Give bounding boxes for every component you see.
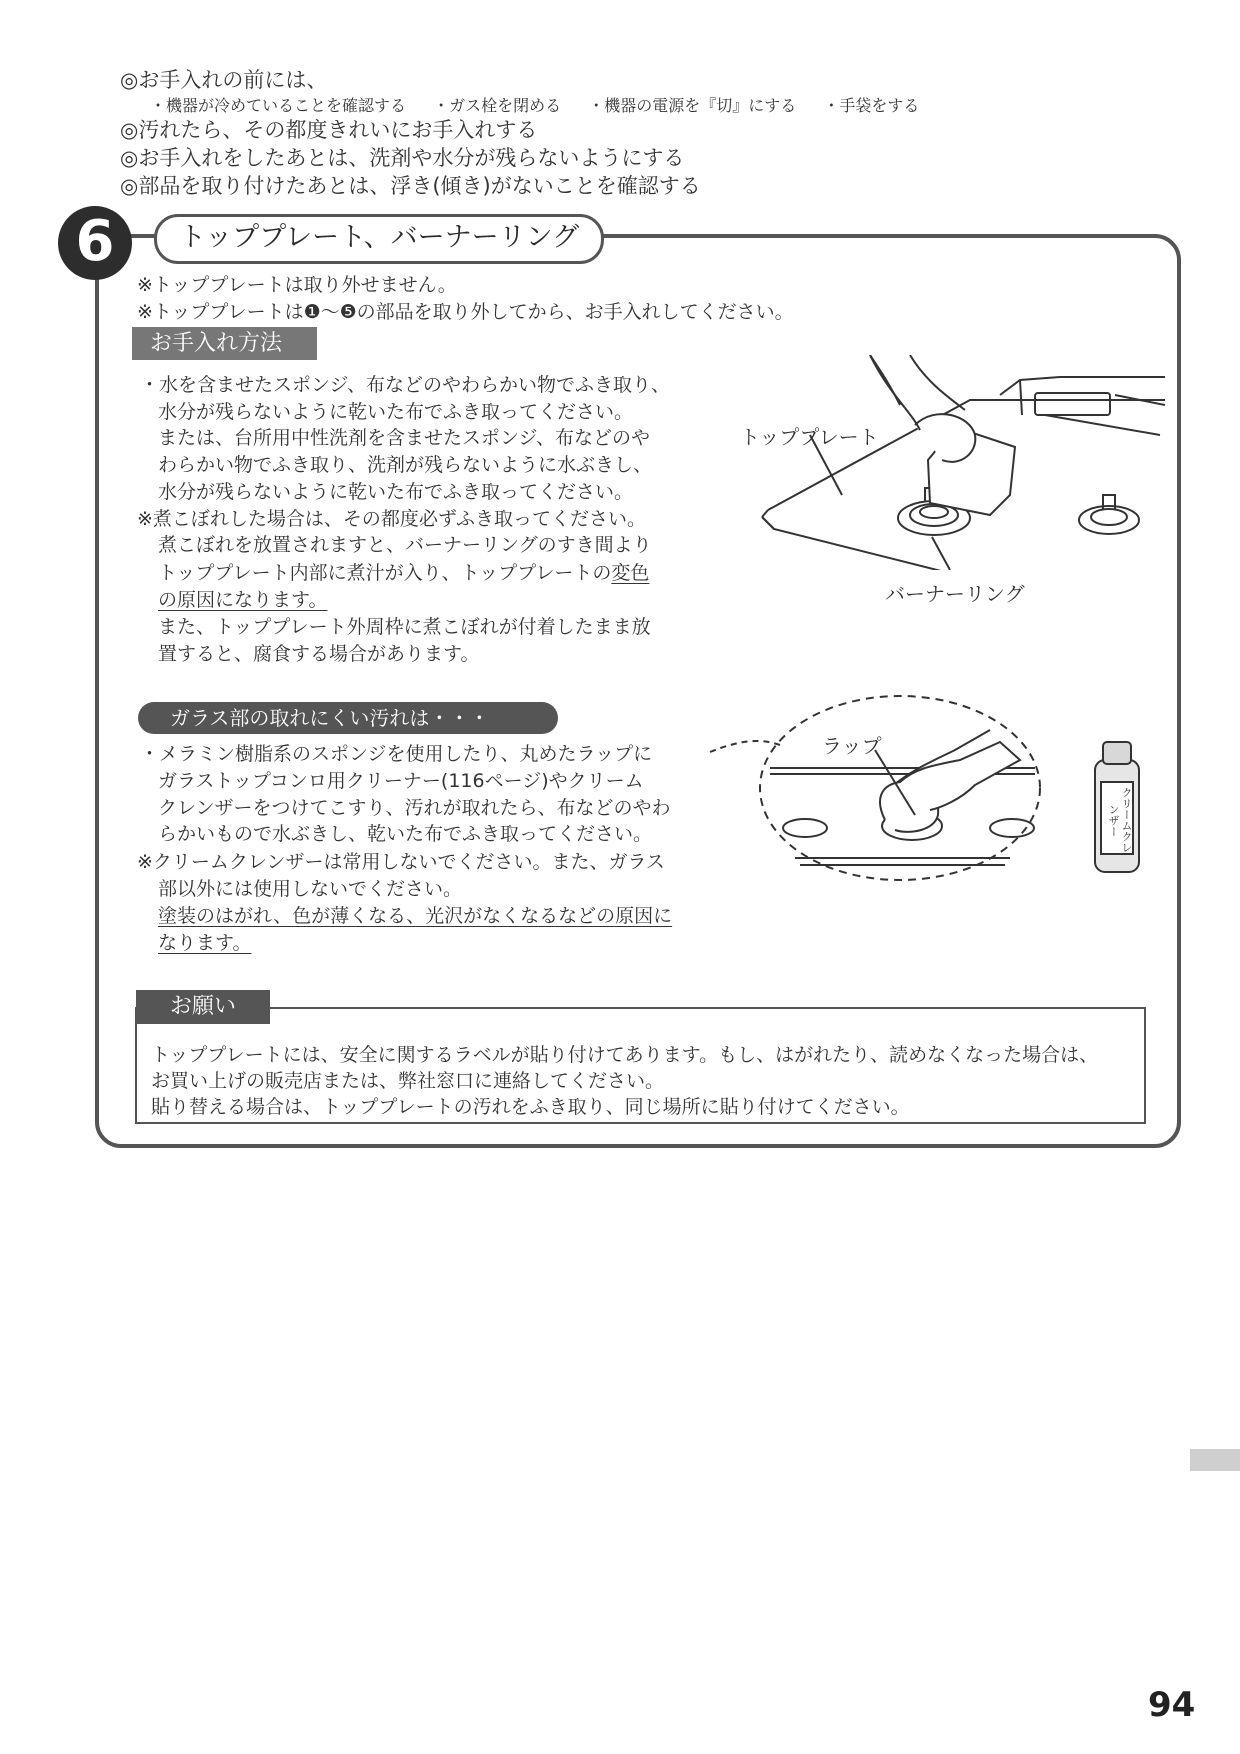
method-line: 置すると、腐食する場合があります。 <box>158 643 480 665</box>
page-number: 94 <box>1148 1685 1196 1725</box>
method-line <box>158 561 649 585</box>
request-heading: お願い <box>136 990 270 1024</box>
precaution-item: ・手袋をする <box>823 96 920 115</box>
top-plate-illustration <box>760 355 1165 570</box>
precaution-item: ・ガス栓を閉める <box>433 96 562 115</box>
precaution-item: ・機器が冷めていることを確認する <box>150 96 407 115</box>
intro-line-no-residue: ◎お手入れをしたあとは、洗剤や水分が残らないようにする <box>120 146 685 170</box>
method-line: わらかい物でふき取り、洗剤が残らないように水ぶきし、 <box>158 454 653 476</box>
request-line: お買い上げの販売店または、弊社窓口に連絡してください。 <box>151 1070 665 1092</box>
glass-warning-underline: 塗装のはがれ、色が薄くなる、光沢がなくなるなどの原因に <box>158 905 673 927</box>
intro-line-check-float: ◎部品を取り付けたあとは、浮き(傾き)がないことを確認する <box>120 174 701 198</box>
glass-line: ガラストップコンロ用クリーナー(116ページ)やクリーム <box>158 770 644 792</box>
method-line: または、台所用中性洗剤を含ませたスポンジ、布などのや <box>158 427 651 449</box>
glass-line: ※クリームクレンザーは常用しないでください。また、ガラス <box>137 851 665 873</box>
method-line: 煮こぼれを放置されますと、バーナーリングのすき間より <box>158 534 652 556</box>
method-line: 水分が残らないように乾いた布でふき取ってください。 <box>158 401 634 423</box>
glass-stain-heading: ガラス部の取れにくい汚れは・・・ <box>138 702 558 734</box>
cleanser-bottle-label: クリームクレンザー <box>1107 787 1133 853</box>
method-line: ・水を含ませたスポンジ、布などのやわらかい物でふき取り、 <box>140 374 671 396</box>
note-remove-parts-first: ※トッププレートは❶〜❺の部品を取り外してから、お手入れしてください。 <box>137 301 794 323</box>
side-index-tab <box>1190 1449 1240 1471</box>
method-warning-underline: の原因になります。 <box>158 589 328 611</box>
label-burner-ring: バーナーリング <box>885 582 1025 606</box>
method-line: また、トッププレート外周枠に煮こぼれが付着したまま放 <box>158 616 651 638</box>
intro-line-before-care: ◎お手入れの前には、 <box>120 68 328 92</box>
intro-precaution-list <box>150 93 941 116</box>
method-line: ※煮こぼれした場合は、その都度必ずふき取ってください。 <box>137 508 646 530</box>
section-title: トッププレート、バーナーリング <box>154 214 604 264</box>
note-not-removable: ※トッププレートは取り外せません。 <box>137 274 457 296</box>
method-text: トッププレート内部に煮汁が入り、トッププレートの <box>158 562 612 584</box>
precaution-item: ・機器の電源を『切』にする <box>588 96 797 115</box>
request-line: トッププレートには、安全に関するラベルが貼り付けてあります。もし、はがれたり、読めなくなった場合は、 <box>151 1044 1099 1066</box>
method-warning-underline: 変色 <box>611 562 650 584</box>
glass-line: らかいもので水ぶきし、乾いた布でふき取ってください。 <box>158 823 653 845</box>
request-line: 貼り替える場合は、トッププレートの汚れをふき取り、同じ場所に貼り付けてください。 <box>151 1096 910 1118</box>
glass-line: ・メラミン樹脂系のスポンジを使用したり、丸めたラップに <box>140 743 653 765</box>
method-line: 水分が残らないように乾いた布でふき取ってください。 <box>158 481 634 503</box>
glass-line: クレンザーをつけてこすり、汚れが取れたら、布などのやわ <box>158 797 671 819</box>
section-number-badge: 6 <box>58 206 132 280</box>
intro-line-clean-each-time: ◎汚れたら、その都度きれいにお手入れする <box>120 118 538 142</box>
care-method-heading: お手入れ方法 <box>132 327 317 360</box>
glass-cleaning-illustration <box>700 690 1150 900</box>
glass-warning-underline: なります。 <box>158 932 252 954</box>
label-wrap: ラップ <box>822 734 882 758</box>
glass-line: 部以外には使用しないでください。 <box>158 878 463 900</box>
label-top-plate: トッププレート <box>740 425 879 449</box>
